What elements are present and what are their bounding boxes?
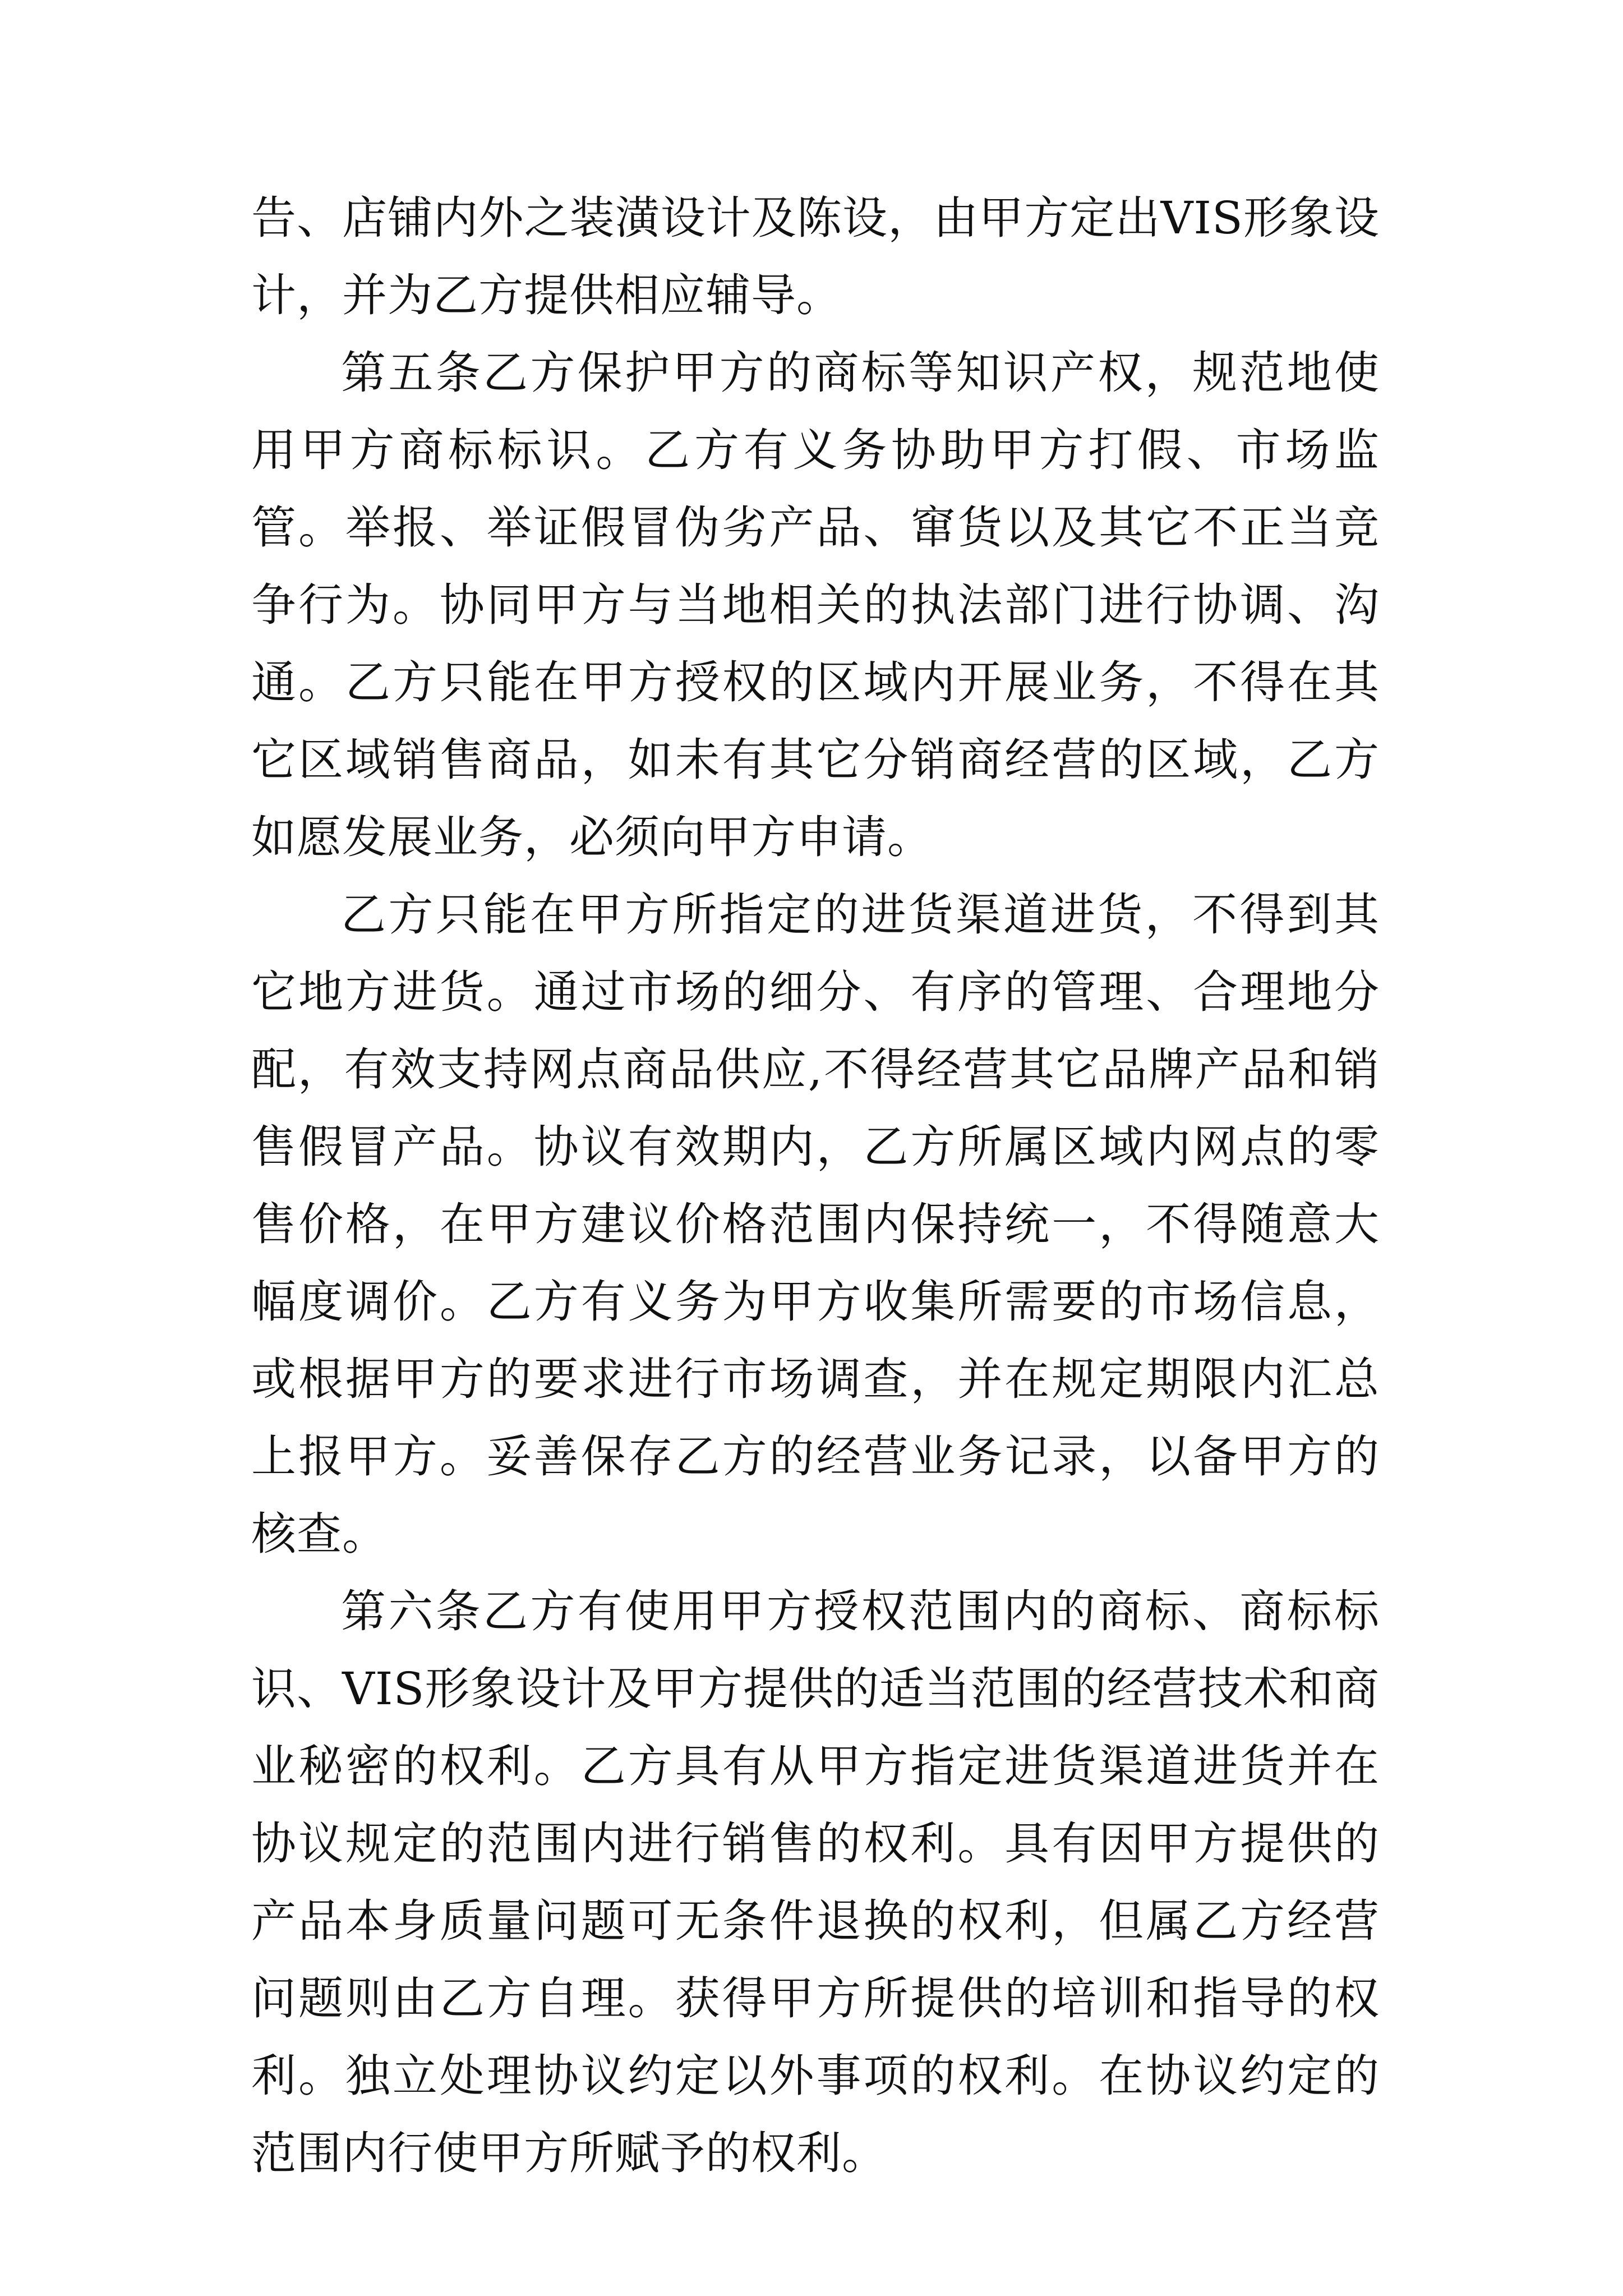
paragraph-purchasing-channels: 乙方只能在甲方所指定的进货渠道进货，不得到其它地方进货。通过市场的细分、有序的管理、合理地分配，有效支持网点商品供应,不得经营其它品牌产品和销售假冒产品。协议有效期内，乙方所属区域内网点的零售价格，在甲方建议价格范围内保持统一，不得随意大幅度调价。乙方有义务为甲方收集所需要的市场信息，或根据甲方的要求进行市场调查，并在规定期限内汇总上报甲方。妥善保存乙方的经营业务记录，以备甲方的核查。 (251, 889, 1380, 1560)
paragraph-article-five: 第五条乙方保护甲方的商标等知识产权，规范地使用甲方商标标识。乙方有义务协助甲方打假、市场监管。举报、举证假冒伪劣产品、窜货以及其它不正当竞争行为。协同甲方与当地相关的执法部门进行协调、沟通。乙方只能在甲方授权的区域内开展业务，不得在其它区域销售商品，如未有其它分销商经营的区域，乙方如愿发展业务，必须向甲方申请。 (251, 347, 1380, 863)
paragraph-article-six: 第六条乙方有使用甲方授权范围内的商标、商标标识、VIS形象设计及甲方提供的适当范围的经营技术和商业秘密的权利。乙方具有从甲方指定进货渠道进货并在协议规定的范围内进行销售的权利。具有因甲方提供的产品本身质量问题可无条件退换的权利，但属乙方经营问题则由乙方自理。获得甲方所提供的培训和指导的权利。独立处理协议约定以外事项的权利。在协议约定的范围内行使甲方所赋予的权利。 (251, 1585, 1380, 2179)
document-body (251, 180, 1380, 2192)
paragraph-continuation: 告、店铺内外之装潢设计及陈设，由甲方定出VIS形象设计，并为乙方提供相应辅导。 (251, 192, 1380, 321)
